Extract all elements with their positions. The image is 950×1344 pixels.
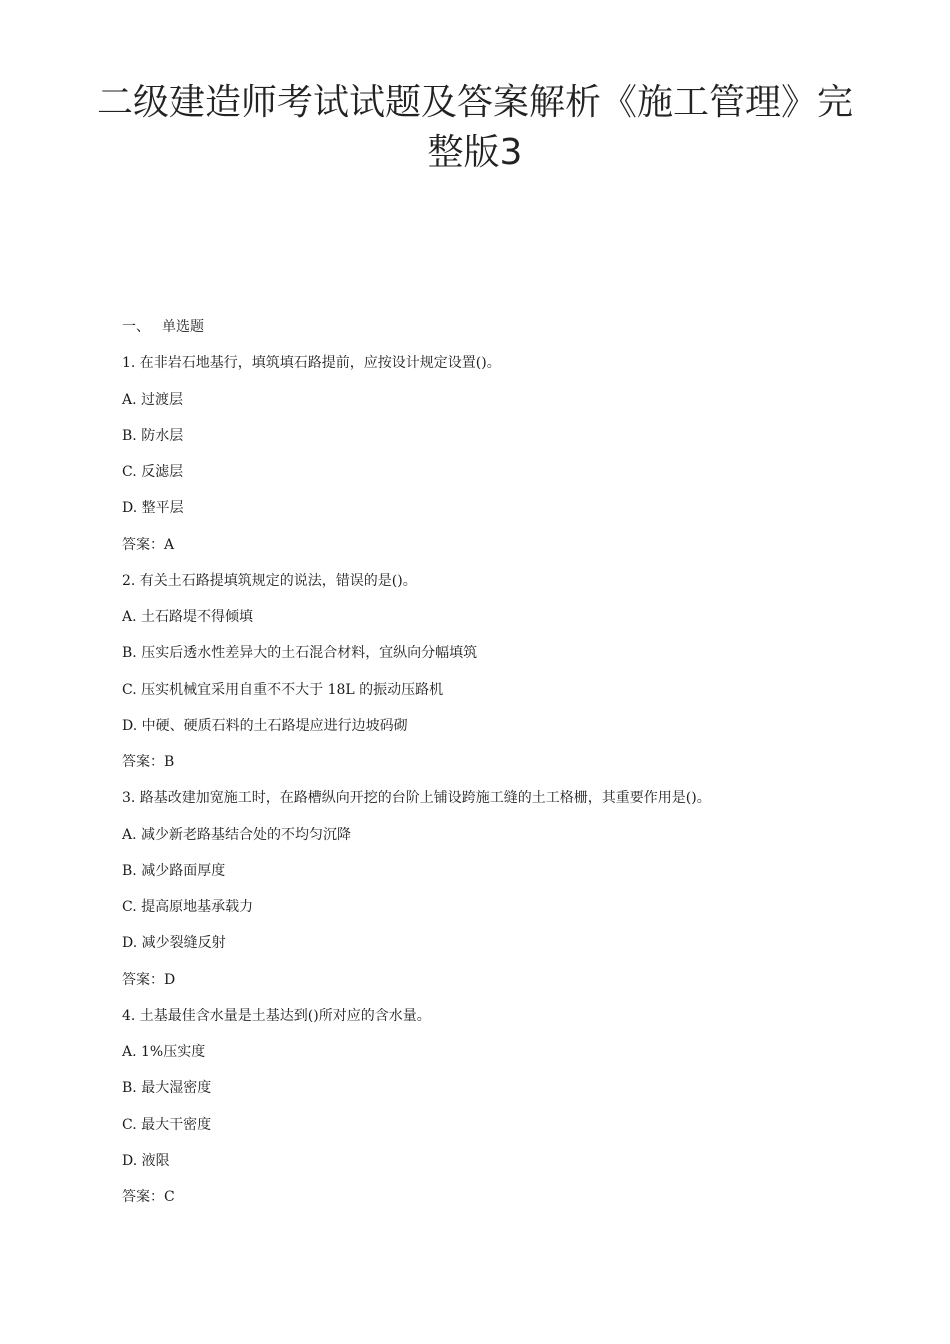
- option-d: D. 减少裂缝反射: [122, 935, 226, 952]
- answer-line: 答案：B: [122, 754, 175, 770]
- option-d: D. 液限: [122, 1152, 170, 1169]
- question-stem: 2. 有关土石路提填筑规定的说法，错误的是()。: [122, 572, 417, 589]
- question-block: [122, 352, 842, 570]
- option-a: A. 1%压实度: [122, 1044, 206, 1060]
- answer-line: 答案：D: [122, 971, 176, 988]
- question-block: [122, 570, 842, 788]
- option-c: C. 最大干密度: [122, 1116, 212, 1133]
- question-block: [122, 787, 842, 1005]
- option-c: C. 压实机械宜采用自重不不大于 18L 的振动压路机: [122, 681, 444, 698]
- document-body: [122, 316, 842, 1222]
- section-label: 单选题: [162, 319, 204, 335]
- question-block: [122, 1005, 842, 1223]
- question-stem: 1. 在非岩石地基行，填筑填石路提前，应按设计规定设置()。: [122, 355, 501, 372]
- answer-line: 答案：C: [122, 1189, 175, 1205]
- question-stem: 3. 路基改建加宽施工时，在路槽纵向开挖的台阶上铺设跨施工缝的土工格栅，其重要作用是()。: [122, 790, 711, 807]
- option-d: D. 中硬、硬质石料的土石路堤应进行边坡码砌: [122, 717, 408, 734]
- option-b: B. 压实后透水性差异大的土石混合材料，宜纵向分幅填筑: [122, 645, 478, 662]
- option-b: B. 减少路面厚度: [122, 862, 226, 879]
- option-a: A. 减少新老路基结合处的不均匀沉降: [122, 826, 352, 843]
- section-number: 一、: [122, 319, 150, 335]
- option-c: C. 提高原地基承载力: [122, 899, 254, 915]
- option-a: A. 过渡层: [122, 391, 184, 408]
- option-d: D. 整平层: [122, 500, 184, 517]
- option-a: A. 土石路堤不得倾填: [122, 609, 254, 625]
- section-heading: [122, 316, 842, 352]
- answer-line: 答案：A: [122, 536, 175, 553]
- option-b: B. 最大湿密度: [122, 1080, 212, 1097]
- document-title: 二级建造师考试试题及答案解析《施工管理》完整版3: [96, 82, 853, 173]
- question-stem: 4. 土基最佳含水量是土基达到()所对应的含水量。: [122, 1007, 431, 1024]
- option-c: C. 反滤层: [122, 464, 184, 480]
- option-b: B. 防水层: [122, 427, 184, 444]
